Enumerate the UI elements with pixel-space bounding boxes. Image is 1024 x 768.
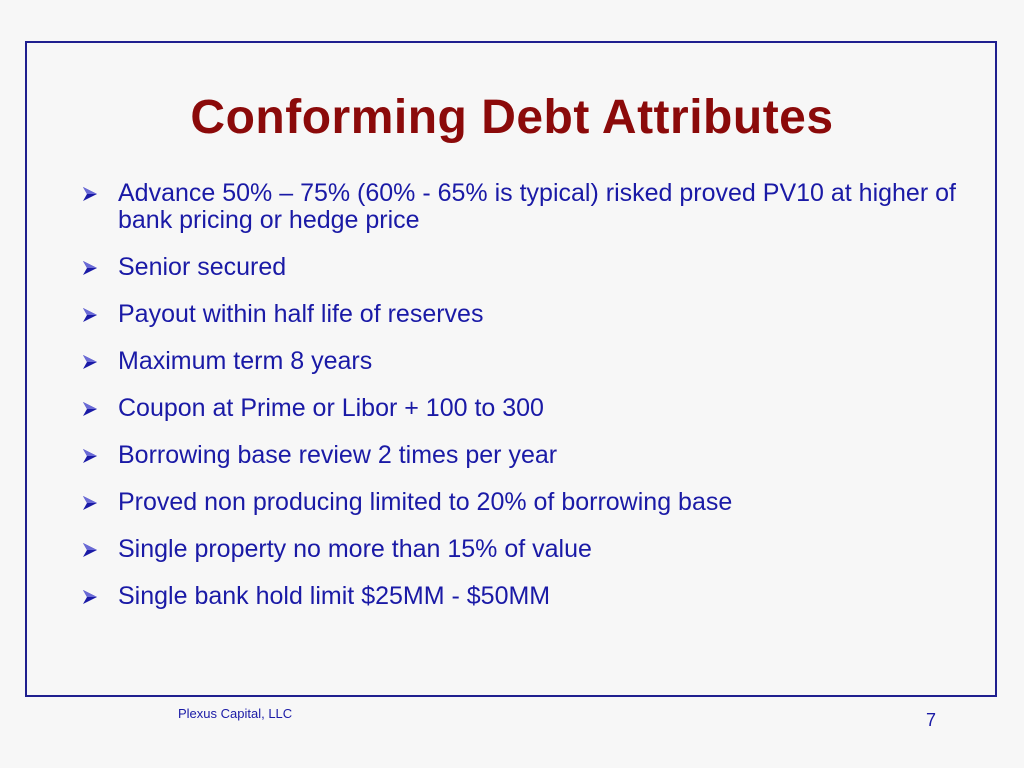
arrowhead-bullet-icon <box>80 254 118 281</box>
arrowhead-bullet-icon <box>80 395 118 422</box>
arrowhead-bullet-icon <box>80 348 118 375</box>
slide-title: Conforming Debt Attributes <box>190 91 834 144</box>
bullet-item <box>80 180 960 234</box>
bullet-item <box>80 536 960 563</box>
arrowhead-bullet-icon <box>80 301 118 328</box>
arrowhead-bullet-icon <box>80 489 118 516</box>
bullet-item <box>80 254 960 281</box>
bullet-list <box>80 180 960 630</box>
arrowhead-bullet-icon <box>80 180 118 207</box>
bullet-text: Maximum term 8 years <box>118 347 373 375</box>
arrowhead-bullet-icon <box>80 442 118 469</box>
footer-company-name: Plexus Capital, LLC <box>178 706 293 721</box>
bullet-text: Proved non producing limited to 20% of borrowing base <box>118 488 733 516</box>
page-number: 7 <box>926 710 937 730</box>
arrowhead-bullet-icon <box>80 583 118 610</box>
bullet-item <box>80 442 960 469</box>
bullet-text: Payout within half life of reserves <box>118 300 484 328</box>
bullet-item <box>80 489 960 516</box>
bullet-text: Advance 50% – 75% (60% - 65% is typical) risked proved PV10 at higher of bank pricing or hedge price <box>118 179 956 234</box>
bullet-text: Single property no more than 15% of value <box>118 535 592 563</box>
bullet-item <box>80 395 960 422</box>
bullet-item <box>80 583 960 610</box>
bullet-text: Coupon at Prime or Libor + 100 to 300 <box>118 394 544 422</box>
bullet-text: Single bank hold limit $25MM - $50MM <box>118 582 551 610</box>
bullet-text: Senior secured <box>118 253 287 281</box>
bullet-item <box>80 348 960 375</box>
bullet-text: Borrowing base review 2 times per year <box>118 441 558 469</box>
arrowhead-bullet-icon <box>80 536 118 563</box>
bullet-item <box>80 301 960 328</box>
